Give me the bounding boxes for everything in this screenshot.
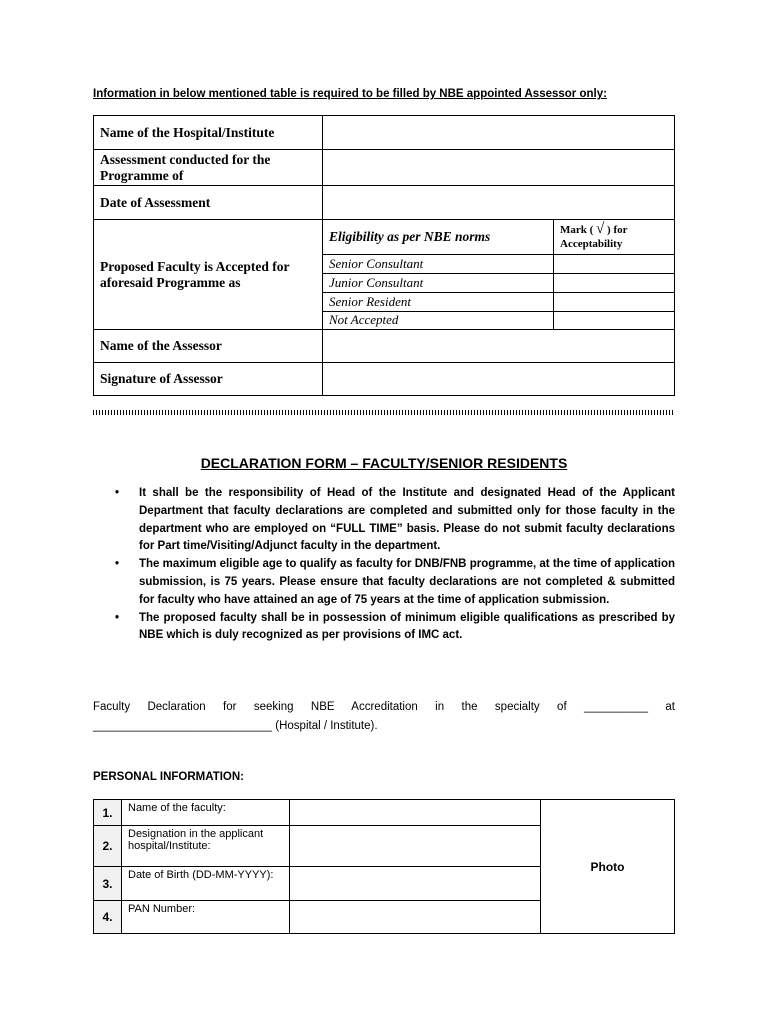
row-number: 4. <box>94 901 122 934</box>
assessor-name-label: Name of the Assessor <box>94 330 323 363</box>
signature-label: Signature of Assessor <box>94 363 323 396</box>
mark-senior-resident[interactable] <box>554 292 675 311</box>
option-junior-consultant: Junior Consultant <box>323 273 554 292</box>
personal-info-table <box>93 799 675 934</box>
pan-field[interactable] <box>290 901 541 934</box>
dob-label: Date of Birth (DD-MM-YYYY): <box>122 867 290 901</box>
option-senior-consultant: Senior Consultant <box>323 254 554 273</box>
mark-not-accepted[interactable] <box>554 311 675 329</box>
check-mark-icon: √ <box>596 221 605 238</box>
programme-field[interactable] <box>323 150 675 186</box>
programme-label: Assessment conducted for the Programme of <box>94 150 323 186</box>
instructions-list <box>93 485 675 645</box>
faculty-name-label: Name of the faculty: <box>122 800 290 826</box>
mark-junior-consultant[interactable] <box>554 273 675 292</box>
photo-label: Photo <box>590 859 625 874</box>
assessor-name-field[interactable] <box>323 330 675 363</box>
hospital-label: Name of the Hospital/Institute <box>94 116 323 150</box>
eligibility-table <box>323 220 674 329</box>
faculty-name-field[interactable] <box>290 800 541 826</box>
instruction-item: • The maximum eligible age to qualify as faculty for DNB/FNB programme, at the time of application submission, is 75 years. Please ensure that faculty declarations are not completed & submitted for faculty who have attained an age of 75 years at the time of application submission. <box>139 556 675 609</box>
designation-field[interactable] <box>290 826 541 867</box>
option-senior-resident: Senior Resident <box>323 292 554 311</box>
designation-label: Designation in the applicant hospital/Institute: <box>122 826 290 867</box>
pan-label: PAN Number: <box>122 901 290 934</box>
option-not-accepted: Not Accepted <box>323 311 554 329</box>
date-label: Date of Assessment <box>94 186 323 220</box>
mark-header-text-1: Mark ( <box>560 224 594 237</box>
mark-header-text-2: ) for <box>607 224 628 237</box>
dotted-divider <box>93 410 675 415</box>
photo-box[interactable] <box>541 800 675 934</box>
signature-field[interactable] <box>323 363 675 396</box>
instruction-item: • The proposed faculty shall be in possession of minimum eligible qualifications as prescribed by NBE which is duly recognized as per provisions of IMC act. <box>139 610 675 646</box>
assessor-section-heading: Information in below mentioned table is required to be filled by NBE appointed Assessor only: <box>93 88 607 100</box>
declaration-statement-line1: Faculty Declaration for seeking NBE Accreditation in the specialty of __________ at <box>93 701 675 713</box>
mark-header-text-3: Acceptability <box>560 238 623 251</box>
eligibility-header: Eligibility as per NBE norms <box>323 220 554 254</box>
row-number: 3. <box>94 867 122 901</box>
declaration-title: DECLARATION FORM – FACULTY/SENIOR RESIDENTS <box>200 455 568 471</box>
instruction-item: • It shall be the responsibility of Head of the Institute and designated Head of the Applicant Department that faculty declarations are completed and submitted only for those faculty in the department who are employed on “FULL TIME” basis. Please do not submit faculty declarations for Part time/Visiting/Adjunct faculty in the department. <box>139 485 675 556</box>
mark-senior-consultant[interactable] <box>554 254 675 273</box>
eligibility-cell <box>323 220 675 330</box>
row-number: 1. <box>94 800 122 826</box>
personal-info-heading: PERSONAL INFORMATION: <box>93 771 244 783</box>
row-number: 2. <box>94 826 122 867</box>
hospital-field[interactable] <box>323 116 675 150</box>
date-field[interactable] <box>323 186 675 220</box>
dob-field[interactable] <box>290 867 541 901</box>
mark-header <box>554 220 675 254</box>
assessor-table <box>93 115 675 396</box>
proposed-faculty-label: Proposed Faculty is Accepted for aforesaid Programme as <box>94 220 323 330</box>
declaration-statement-line2: ____________________________ (Hospital / Institute). <box>93 720 378 732</box>
